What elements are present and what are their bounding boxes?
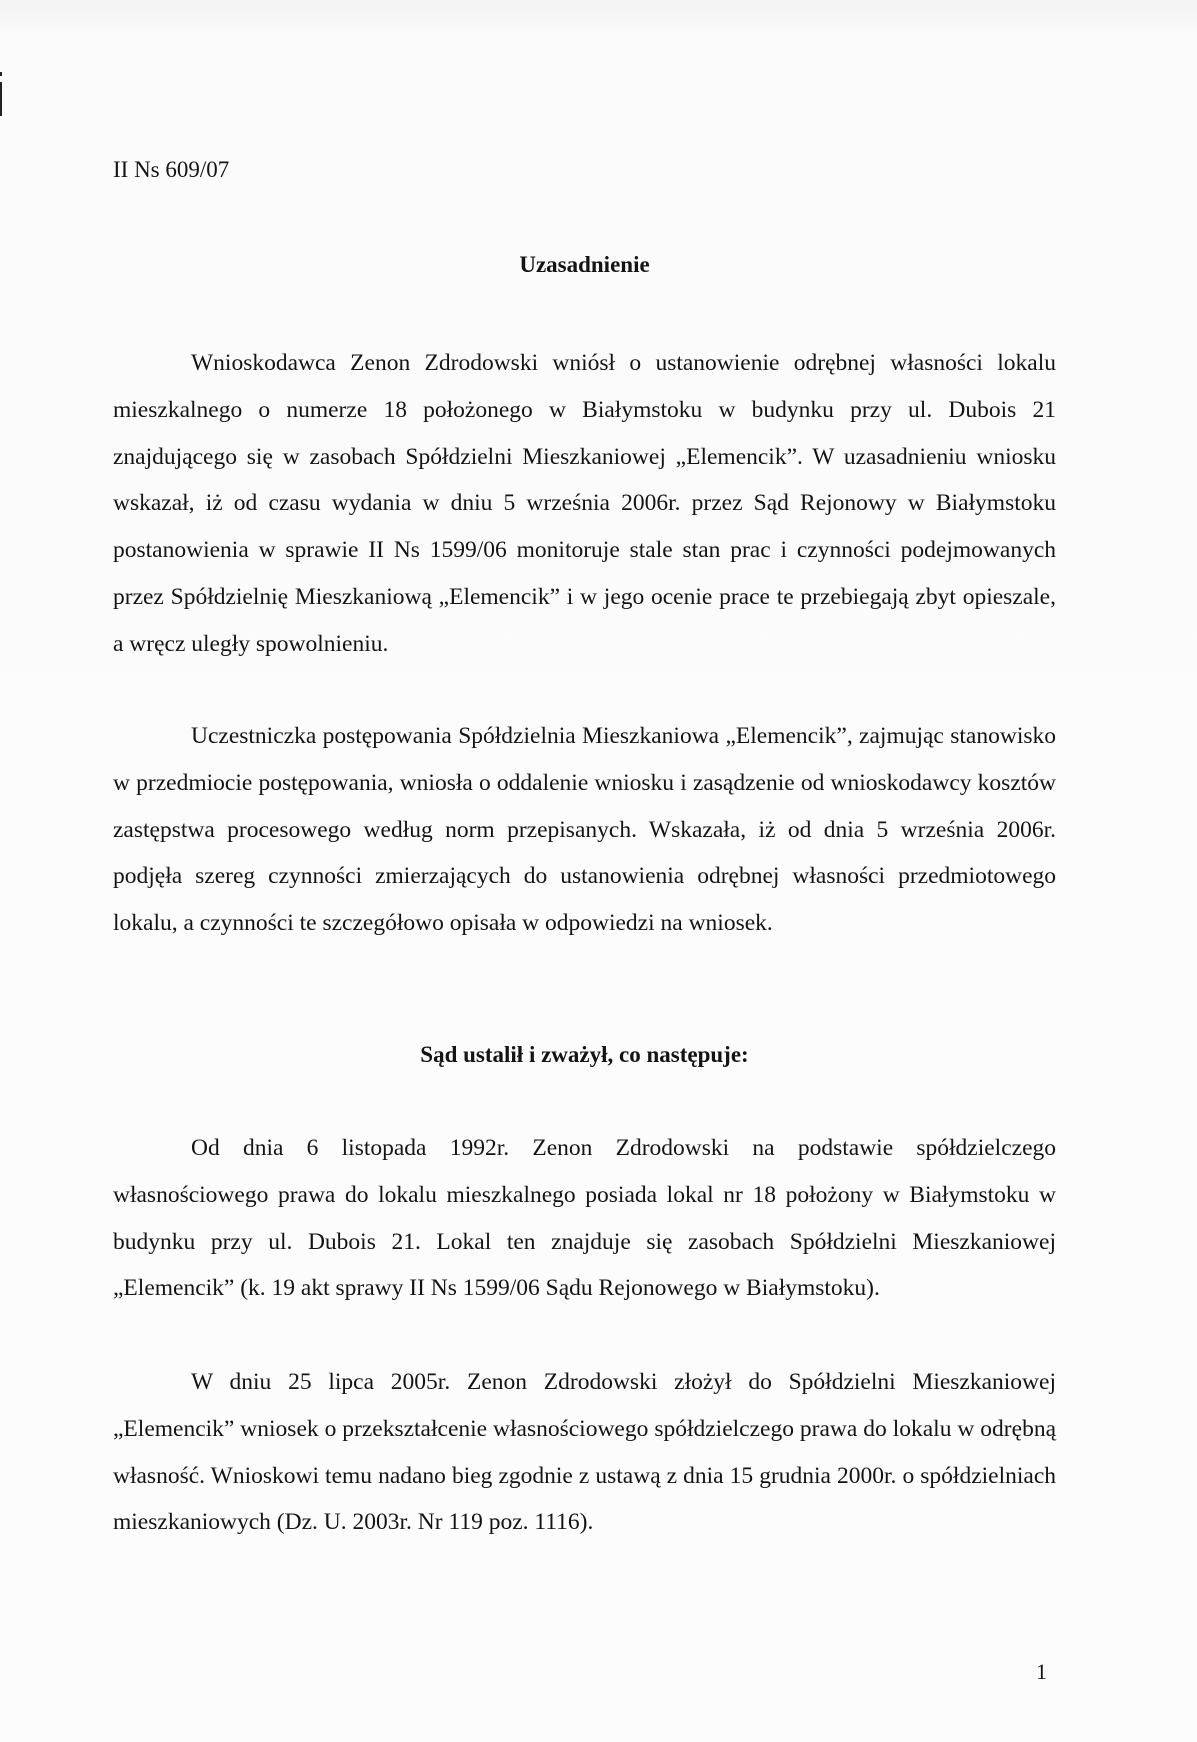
case-number: II Ns 609/07 — [113, 157, 230, 182]
scan-edge-mark — [0, 82, 2, 116]
scan-edge-mark — [0, 72, 2, 76]
paragraph-findings-application: W dniu 25 lipca 2005r. Zenon Zdrodowski złożył do Spółdzielni Mieszkaniowej „Elemencik” wniosek o przekształcenie własnościowego spółdzielczego prawa do lokalu w odrębną własność. Wnioskowi temu nadano bieg zgodnie z ustawą z dnia 15 grudnia 2000r. o spółdzielniach mieszkaniowych (Dz. U. 2003r. Nr 119 poz. 1116). — [113, 1369, 1056, 1536]
paragraph-findings-ownership: Od dnia 6 listopada 1992r. Zenon Zdrodowski na podstawie spółdzielczego własnościowego prawa do lokalu mieszkalnego posiada lokal nr 18 położony w Białymstoku w budynku przy ul. Dubois 21. Lokal ten znajduje się zasobach Spółdzielni Mieszkaniowej „Elemencik” (k. 19 akt sprawy II Ns 1599/06 Sądu Rejonowego w Białymstoku). — [113, 1135, 1056, 1302]
paragraph-applicant-claim: Wnioskodawca Zenon Zdrodowski wniósł o ustanowienie odrębnej własności lokalu mieszkalnego o numerze 18 położonego w Białymstoku w budynku przy ul. Dubois 21 znajdującego się w zasobach Spółdzielni Mieszkaniowej „Elemencik”. W uzasadnieniu wniosku wskazał, iż od czasu wydania w dniu 5 września 2006r. przez Sąd Rejonowy w Białymstoku postanowienia w sprawie II Ns 1599/06 monitoruje stale stan prac i czynności podejmowanych przez Spółdzielnię Mieszkaniową „Elemencik” i w jego ocenie prace te przebiegają zbyt opieszale, a wręcz uległy spowolnieniu. — [113, 350, 1056, 657]
paragraph-participant-position: Uczestniczka postępowania Spółdzielnia Mieszkaniowa „Elemencik”, zajmując stanowisko w przedmiocie postępowania, wniosła o oddalenie wniosku i zasądzenie od wnioskodawcy kosztów zastępstwa procesowego według norm przepisanych. Wskazała, iż od dnia 5 września 2006r. podjęła szereg czynności zmierzających do ustanowienia odrębnej własności przedmiotowego lokalu, a czynności te szczegółowo opisała w odpowiedzi na wniosek. — [113, 723, 1056, 937]
page-number: 1 — [1036, 1659, 1047, 1684]
section-heading-justification: Uzasadnienie — [519, 252, 650, 277]
section-heading-court-findings: Sąd ustalił i zważył, co następuje: — [420, 1042, 749, 1067]
